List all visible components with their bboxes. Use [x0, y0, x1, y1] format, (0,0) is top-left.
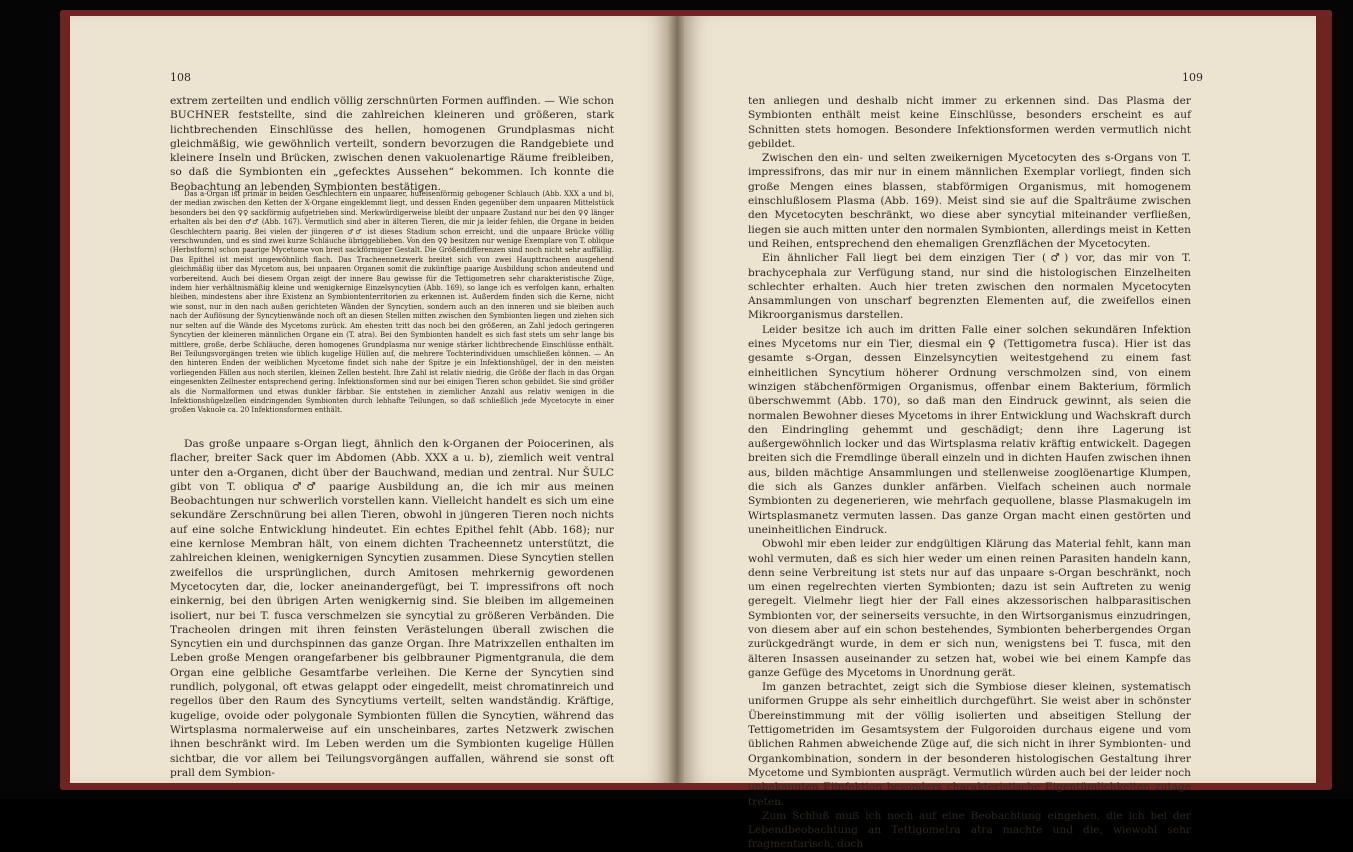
paragraph: ten anliegen und deshalb nicht immer zu erkennen sind. Das Plasma der Symbionten enthält meist keine Einschlüsse, besonders erscheint es auf Schnitten stets homogen. Besondere Infektionsformen werden vermutlich nicht gebildet.	[748, 95, 1191, 150]
paragraph: Zwischen den ein- und selten zweikernigen Mycetocyten des s-Organs von T. impressifrons, das mir nur in einem männlichen Exemplar vorliegt, finden sich große Mengen eines blassen, stabförmigen Organismus, mit homogenem einschlußlosem Plasma (Abb. 169). Meist sind sie auf die Spalträume zwischen den Mycetocyten beschränkt, wo diese aber syncytial miteinander verfließen, liegen sie auch mitten unter den normalen Symbionten, allerdings meist in Ketten und Reihen, entsprechend den ehemaligen Grenzflächen der Mycetocyten.	[748, 152, 1191, 250]
right-text-block	[748, 94, 1191, 852]
paragraph: Obwohl mir eben leider zur endgültigen Klärung das Material fehlt, kann man wohl vermuten, daß es sich hier weder um einen reinen Parasiten handeln kann, denn seine Verbreitung ist stets nur auf das unpaare s-Organ beschränkt, noch um einen regelrechten vierten Symbionten; dazu ist sein Auftreten zu wenig geregelt. Vielmehr liegt hier der Fall eines akzessorischen halbparasitischen Symbionten vor, der seinerseits versuchte, in den Wirtsorganismus einzudringen, von diesem aber auf ein schon bestehendes, Symbionten beherbergendes Organ zurückgedrängt wurde, in dem er sich nun, wenigstens bei T. fusca, mit den älteren Insassen auseinander zu setzen hat, wobei wie bei einem Kampfe das ganze Gefüge des Mycetoms in Unordnung gerät.	[748, 538, 1191, 679]
left-page	[70, 16, 670, 783]
left-small-print	[170, 190, 614, 416]
left-paragraph-2	[170, 437, 614, 780]
paragraph: Im ganzen betrachtet, zeigt sich die Symbiose dieser kleinen, systematisch uniformen Gruppe als sehr einheitlich durchgeführt. Sie weist aber in schönster Übereinstimmung mit der völlig isolierten und abseitigen Stellung der Tettigometriden im Gesamtsystem der Fulgoroiden durchaus eigene und vom üblichen Rahmen abweichende Züge auf, die sich nicht in ihrer Symbionten- und Organkombination, sondern in der besonderen histologischen Gestaltung ihrer Mycetome und Symbionten ausprägt. Vermutlich würden auch bei der leider noch unbekannten Eiinfektion besonders charakteristische Eigentümlichkeiten zutage treten.	[748, 681, 1191, 808]
small-print-paragraph: Das a-Organ ist primär in beiden Geschlechtern ein unpaarer, hufeisenförmig gebogener Schlauch (Abb. XXX a und b), der median zwischen den Ketten der X-Organe eingeklemmt liegt, und dessen Enden gegenüber dem unpaaren Mittelstück besonders bei den ♀♀ sackförmig aufgetrieben sind. Merkwürdigerweise bleibt der unpaare Zustand nur bei den ♀♀ länger erhalten als bei den ♂♂ (Abb. 167). Vermutlich sind aber in älteren Tieren, die mir ja leider fehlen, die Organe in beiden Geschlechtern paarig. Bei vielen der jüngeren ♂♂ ist dieses Stadium schon erreicht, und die unpaare Brücke völlig verschwunden, und es sind zwei kurze Schläuche übriggeblieben. Von den ♀♀ besitzen nur wenige Exemplare von T. oblique (Herbstform) schon paarige Mycetome von breit sackförmiger Gestalt. Die Größendifferenzen sind noch nicht sehr auffällig. Das Epithel ist meist ungewöhnlich flach. Das Tracheennetzwerk breitet sich von zwei Haupttracheen ausgehend gleichmäßig über das Mycetom aus, bei unpaaren Organen somit die zukünftige paarige Ausbildung schon andeutend und vorbereitend. Auch bei diesem Organ zeigt der innere Bau gewisse für die Tettigometren sehr charakteristische Züge, indem hier verhältnismäßig kleine und wenigkernige Einzelsyncytien (Abb. 169), so lange ich es verfolgen kann, erhalten bleiben, mindestens aber ihre Existenz an Symbiontenterritorien zu erkennen ist. Außerdem finden sich die Kerne, nicht wie sonst, nur in den nach außen gerichteten Wänden der Syncytien, sondern auch an den inneren und sie bleiben auch nach der Auflösung der Syncytienwände noch oft an diesen Stellen mitten zwischen den Symbionten liegen und ziehen sich nur selten auf die Wände des Mycetoms zurück. Am ehesten tritt das noch bei den größeren, an Zahl jedoch geringeren Syncytien der kleineren männlichen Organe ein (T. atra). Bei den Symbionten handelt es sich fast stets um sehr lange bis mittlere, große, derbe Schläuche, deren homogenes Grundplasma nur wenige stärker lichtbrechende Einschlüsse enthält. Bei Teilungsvorgängen treten wie üblich kugelige Hüllen auf, die mehrere Tochterindividuen umschließen können. — An den hinteren Enden der weiblichen Mycetome findet sich nahe der Spitze je ein Infektionshügel, der in den meisten vorliegenden Fällen aus noch sterilen, kleinen Zellen besteht. Ihre Zahl ist relativ niedrig, die Größe der flach in das Organ eingesenkten Zellnester entsprechend gering. Infektionsformen sind nur bei einigen Tieren schon gebildet. Sie sind größer als die Normalformen und etwas dunkler färbbar. Sie entstehen in ziemlicher Anzahl aus relativ wenigen in die Infektionshügelzellen eindringenden Symbionten durch lebhafte Teilungen, so daß schließlich jede Mycetocyte in einer großen Vakuole ca. 20 Infektionsformen enthält.	[170, 190, 614, 415]
page-number: 109	[1182, 71, 1203, 84]
page-number: 108	[170, 71, 191, 84]
paragraph: Leider besitze ich auch im dritten Falle einer solchen sekundären Infektion eines Mycetoms nur ein Tier, diesmal ein ♀ (Tettigometra fusca). Hier ist das gesamte s-Organ, dessen Einzelsyncytien weitestgehend zu einem fast einheitlichen Syncytium höherer Ordnung verschmolzen sind, von einem winzigen stäbchenförmigen Organismus, offenbar einem Bakterium, förmlich überschwemmt (Abb. 170), so daß man den Eindruck gewinnt, als seien die normalen Bewohner dieses Mycetoms in ihrer Entwicklung und Wachskraft durch den Eindringling gehemmt und geschädigt; denn ihre Lagerung ist außergewöhnlich locker und das Wirtsplasma relativ kräftig entwickelt. Dagegen breiten sich die Fremdlinge überall einzeln und in dichten Haufen zwischen ihnen aus, bilden mächtige Ansammlungen und stellenweise zooglöenartige Klumpen, die sich als Ganzes dunkler anfärben. Vielfach scheinen auch normale Symbionten zu degenerieren, wie mehrfach gequollene, blasse Plasmakugeln im Wirtsplasmanetz vermuten lassen. Das ganze Organ macht einen gestörten und uneinheitlichen Eindruck.	[748, 323, 1191, 536]
paragraph: Ein ähnlicher Fall liegt bei dem einzigen Tier (♂) vor, das mir von T. brachycephala zur Verfügung stand, nur sind die histologischen Einzelheiten schlechter erhalten. Auch hier treten zwischen den normalen Mycetocyten Ansammlungen von unscharf begrenzten Elementen auf, die zweifellos einen Mikroorganismus darstellen.	[748, 252, 1191, 322]
paragraph: extrem zerteilten und endlich völlig zerschnürten Formen auffinden. — Wie schon BUCHNER feststellte, sind die zahlreichen kleineren und größeren, stark lichtbrechenden Einschlüsse des hellen, homogenen Grundplasmas nicht gleichmäßig, wie gewöhnlich verteilt, sondern bevorzugen die Randgebiete und kleinere Inseln und Brücken, zwischen denen vakuolenartige Räume freibleiben, so daß die Symbionten ein „gefecktes Aussehen“ bekommen. Ich konnte die Beobachtung an lebenden Symbionten bestätigen.	[170, 95, 614, 193]
right-page	[684, 16, 1316, 851]
left-paragraph-1	[170, 94, 614, 194]
paragraph: Zum Schluß muß ich noch auf eine Beobachtung eingehen, die ich bei der Lebendbeobachtung an Tettigometra atra machte und die, wiewohl sehr fragmentarisch, doch	[748, 809, 1191, 851]
paragraph: Das große unpaare s-Organ liegt, ähnlich den k-Organen der Poiocerinen, als flacher, breiter Sack quer im Abdomen (Abb. XXX a u. b), ziemlich weit ventral unter den a-Organen, dicht über der Bauchwand, median und zentral. Nur ŠULC gibt von T. obliqua ♂♂ paarige Ausbildung an, die ich mir aus meinen Beobachtungen nur schwerlich vorstellen kann. Vielleicht handelt es sich um eine sekundäre Zerschnürung bei allen Tieren, obwohl in jüngeren Tieren noch nichts auf eine solche Entwicklung hindeutet. Ein echtes Epithel fehlt (Abb. 168); nur eine kernlose Membran hält, von einem dichten Tracheennetz unterstützt, die zahlreichen kleinen, wenigkernigen Syncytien zusammen. Diese Syncytien stellen zweifellos die ursprünglichen, durch Amitosen mehrkernig gewordenen Mycetocyten dar, die, locker aneinandergefügt, bei T. impressifrons oft noch einkernig, bei den übrigen Arten wenigkernig sind. Sie bleiben im allgemeinen isoliert, nur bei T. fusca verschmelzen sie syncytial zu größeren Verbänden. Die Tracheolen dringen mit ihren feinsten Verästelungen überall zwischen die Syncytien ein und durchspinnen das ganze Organ. Ihre Matrixzellen enthalten im Leben große Mengen orangefarbener bis gelbbrauner Pigmentgranula, die dem Organ eine gelbliche Gesamtfarbe verleihen. Die Kerne der Syncytien sind rundlich, polygonal, oft etwas gelappt oder eingedellt, meist chromatinreich und regellos über den Raum des Syncytiums verteilt, selten wandständig. Kräftige, kugelige, ovoide oder polygonale Symbionten füllen die Syncytien, während das Wirtsplasma normalerweise auf ein unscheinbares, zartes Netzwerk zwischen ihnen beschränkt wird. Im Leben werden um die Symbionten kugelige Hüllen sichtbar, die vor allem bei Teilungsvorgängen auffallen, während sie sonst oft prall dem Symbion-	[170, 438, 614, 779]
